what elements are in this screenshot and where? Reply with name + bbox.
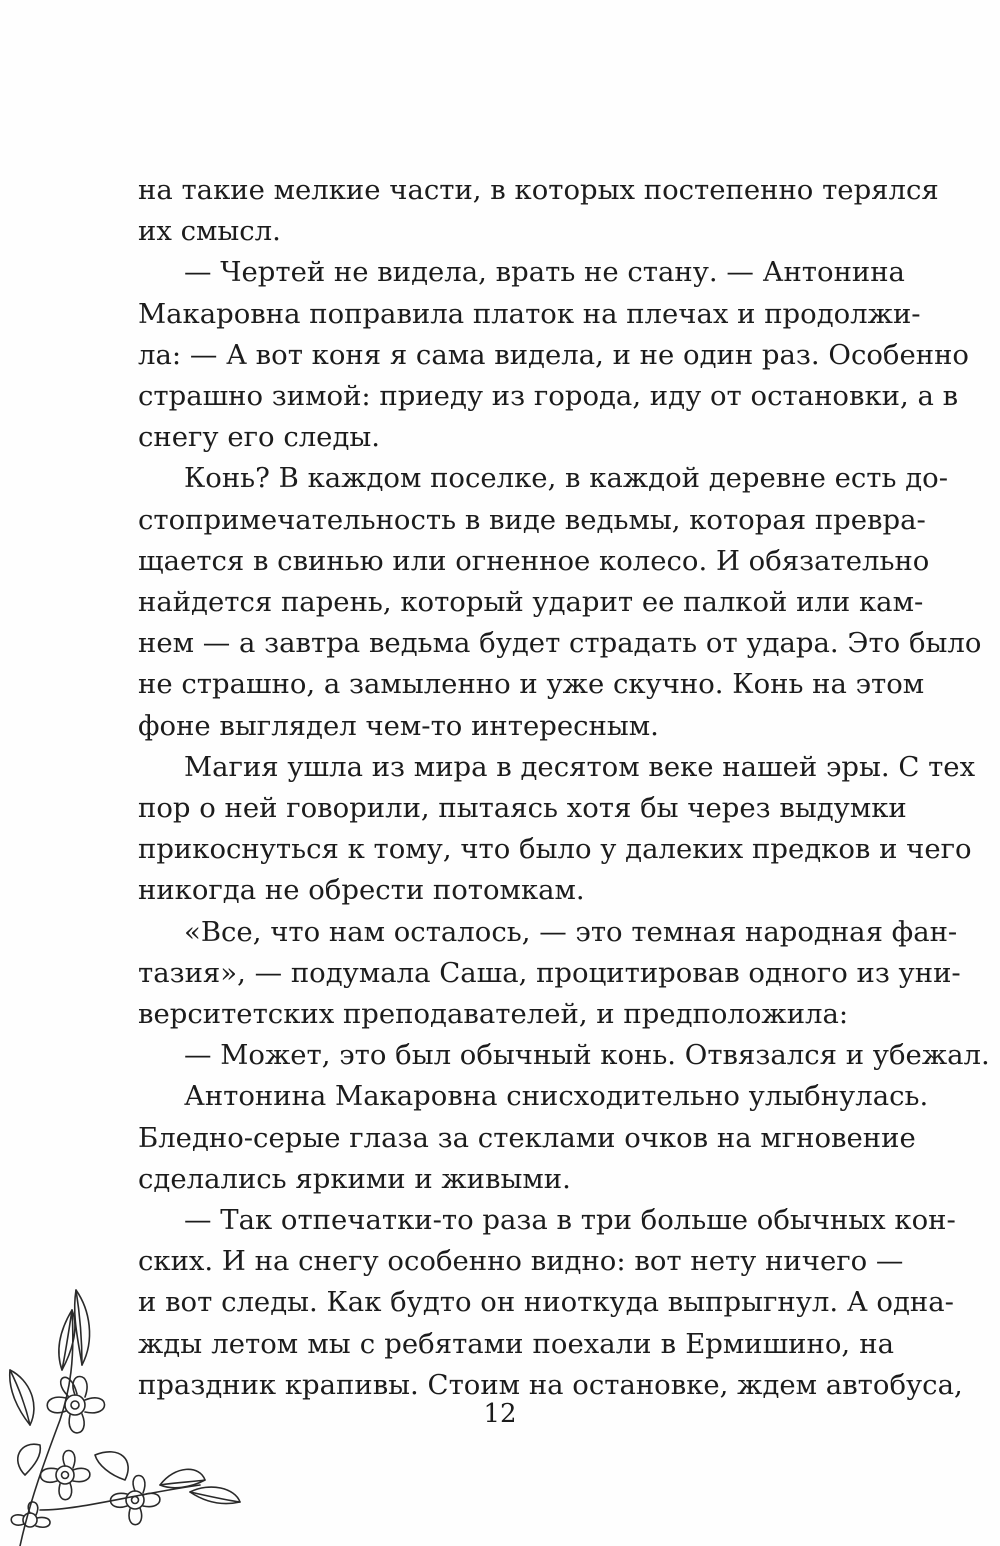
text-line: — Так отпечатки-то раза в три больше обычных кон-	[184, 1204, 956, 1237]
text-line: фоне выглядел чем-то интересным.	[138, 709, 659, 742]
text-line: Макаровна поправила платок на плечах и продолжи-	[138, 297, 921, 330]
text-line: Бледно-серые глаза за стеклами очков на мгновение	[138, 1121, 916, 1154]
ornament-stem-branch	[40, 1485, 200, 1510]
text-line: Антонина Макаровна снисходительно улыбнулась.	[184, 1080, 929, 1113]
ornament-leaf-right	[95, 1452, 128, 1480]
text-line: Магия ушла из мира в десятом веке нашей эры. С тех	[184, 750, 976, 783]
text-line: и вот следы. Как будто он ниоткуда выпрыгнул. А одна-	[138, 1286, 954, 1319]
text-line: пор о ней говорили, пытаясь хотя бы через выдумки	[138, 792, 907, 825]
text-line: найдется парень, который ударит ее палкой или кам-	[138, 586, 924, 619]
text-line: никогда не обрести потомкам.	[138, 874, 585, 907]
text-line: нем — а завтра ведьма будет страдать от удара. Это было	[138, 627, 982, 660]
ornament-flower-lower-left	[40, 1450, 89, 1499]
text-line: верситетских преподавателей, и предположила:	[138, 998, 849, 1031]
text-line: щается в свинью или огненное колесо. И обязательно	[138, 544, 930, 577]
text-line: Конь? В каждом поселке, в каждой деревне есть до-	[184, 462, 949, 495]
text-line: — Чертей не видела, врать не стану. — Антонина	[184, 256, 905, 289]
text-line: стопримечательность в виде ведьмы, которая превра-	[138, 503, 926, 536]
text-line: снегу его следы.	[138, 421, 381, 454]
text-line: жды летом мы с ребятами поехали в Ермишино, на	[138, 1327, 894, 1360]
ornament-leaf-left	[18, 1444, 41, 1475]
text-line: сделались яркими и живыми.	[138, 1162, 571, 1195]
floral-corner-ornament	[0, 1270, 250, 1546]
ornament-flower-upper	[47, 1376, 104, 1432]
text-line: ла: — А вот коня я сама видела, и не один раз. Особенно	[138, 338, 969, 371]
text-line: на такие мелкие части, в которых постепенно терялся	[138, 174, 939, 206]
text-line: тазия», — подумала Саша, процитировав одного из уни-	[138, 956, 961, 989]
text-line: их смысл.	[138, 215, 281, 248]
text-line: страшно зимой: приеду из города, иду от остановки, а в	[138, 380, 959, 413]
text-line: «Все, что нам осталось, — это темная народная фан-	[184, 915, 958, 948]
text-line: — Может, это был обычный конь. Отвязался и убежал.	[184, 1039, 990, 1072]
page-number: 12	[483, 1399, 517, 1429]
text-line: прикоснуться к тому, что было у далеких предков и чего	[138, 833, 972, 866]
text-line: ских. И на снегу особенно видно: вот нету ничего —	[138, 1245, 904, 1278]
body-text	[138, 170, 990, 1406]
text-line: не страшно, а замыленно и уже скучно. Конь на этом	[138, 668, 925, 701]
text-line: праздник крапивы. Стоим на остановке, ждем автобуса,	[138, 1368, 963, 1401]
